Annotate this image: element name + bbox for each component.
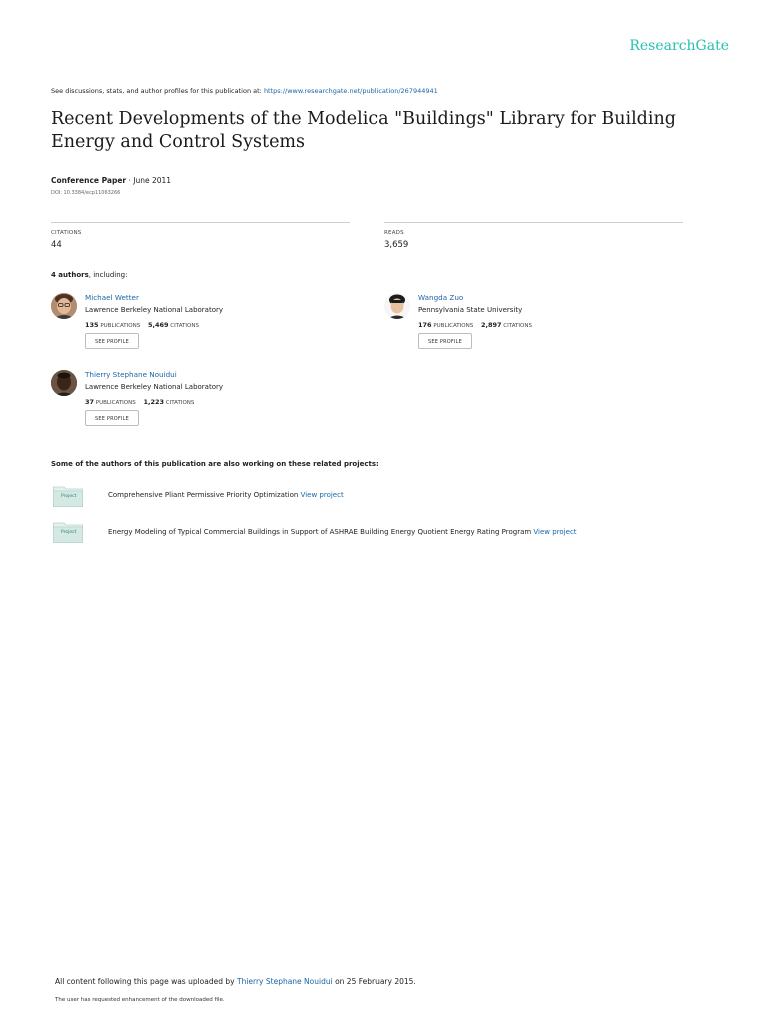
authors-count: 4 authors — [51, 271, 89, 279]
author-institution: Lawrence Berkeley National Laboratory — [85, 306, 224, 314]
view-project-link[interactable]: View project — [533, 528, 577, 536]
related-project-item — [108, 491, 344, 499]
publication-doi: DOI: 10.3384/ecp11063266 — [51, 190, 121, 196]
author-stats — [85, 321, 199, 329]
author-name-link[interactable]: Wangda Zuo — [418, 293, 464, 302]
person-icon — [384, 293, 410, 319]
author-citations-count: 5,469 — [147, 321, 169, 329]
author-institution: Pennsylvania State University — [418, 306, 523, 314]
publication-type-line — [51, 176, 171, 185]
project-icon-label: Project — [61, 494, 77, 499]
publication-date: · June 2011 — [126, 176, 172, 185]
related-projects-heading: Some of the authors of this publication are also working on these related projects: — [51, 460, 379, 468]
project-folder-icon — [53, 521, 83, 543]
author-publications-count: 37 — [85, 398, 95, 406]
author-card — [384, 293, 684, 357]
upload-suffix: on 25 February 2015. — [332, 977, 416, 986]
author-publications-count: 176 — [418, 321, 432, 329]
author-citations-label: CITATIONS — [165, 400, 195, 406]
person-icon — [51, 293, 77, 319]
researchgate-logo[interactable]: ResearchGate — [629, 38, 729, 54]
publication-url-link[interactable]: https://www.researchgate.net/publication/267944941 — [263, 87, 438, 95]
authors-suffix: , including: — [88, 271, 128, 279]
author-card — [51, 370, 351, 434]
publication-title: Recent Developments of the Modelica "Buildings" Library for Building Energy and Control Systems — [51, 109, 676, 152]
author-stats — [418, 321, 532, 329]
authors-heading — [51, 271, 127, 279]
author-publications-label: PUBLICATIONS — [433, 323, 474, 329]
publication-type: Conference Paper — [51, 176, 127, 185]
enhancement-note: The user has requested enhancement of the downloaded file. — [55, 997, 225, 1003]
citations-divider — [51, 222, 350, 223]
author-stats — [85, 398, 194, 406]
author-citations-count: 1,223 — [143, 398, 165, 406]
author-publications-label: PUBLICATIONS — [100, 323, 141, 329]
project-title: Comprehensive Pliant Permissive Priority Optimization — [108, 491, 301, 499]
author-citations-label: CITATIONS — [170, 323, 199, 329]
see-profile-button[interactable]: SEE PROFILE — [85, 410, 139, 426]
author-publications-label: PUBLICATIONS — [95, 400, 136, 406]
project-folder-icon — [53, 485, 83, 507]
see-profile-button[interactable]: SEE PROFILE — [85, 333, 139, 349]
discussion-line — [51, 87, 438, 95]
view-project-link[interactable]: View project — [300, 491, 344, 499]
related-project-item — [108, 528, 577, 536]
see-profile-button[interactable]: SEE PROFILE — [418, 333, 472, 349]
citations-value: 44 — [51, 240, 62, 250]
discussion-prefix: See discussions, stats, and author profiles for this publication at: — [51, 87, 264, 95]
person-icon — [51, 370, 77, 396]
author-card — [51, 293, 351, 357]
citations-label: CITATIONS — [51, 230, 82, 236]
uploader-link[interactable]: Thierry Stephane Nouidui — [236, 977, 333, 986]
author-name-link[interactable]: Michael Wetter — [85, 293, 139, 302]
reads-divider — [384, 222, 683, 223]
author-avatar[interactable] — [51, 293, 77, 319]
author-citations-label: CITATIONS — [503, 323, 532, 329]
reads-label: READS — [384, 230, 404, 236]
project-icon-label: Project — [61, 530, 77, 535]
upload-prefix: All content following this page was uploaded by — [55, 977, 237, 986]
reads-value: 3,659 — [384, 240, 409, 250]
author-avatar[interactable] — [51, 370, 77, 396]
author-avatar[interactable] — [384, 293, 410, 319]
author-institution: Lawrence Berkeley National Laboratory — [85, 383, 224, 391]
author-citations-count: 2,897 — [480, 321, 502, 329]
upload-info — [55, 977, 416, 986]
author-publications-count: 135 — [85, 321, 99, 329]
project-title: Energy Modeling of Typical Commercial Buildings in Support of ASHRAE Building Energy Quotient Energy Rating Program — [108, 528, 534, 536]
author-name-link[interactable]: Thierry Stephane Nouidui — [85, 370, 177, 379]
